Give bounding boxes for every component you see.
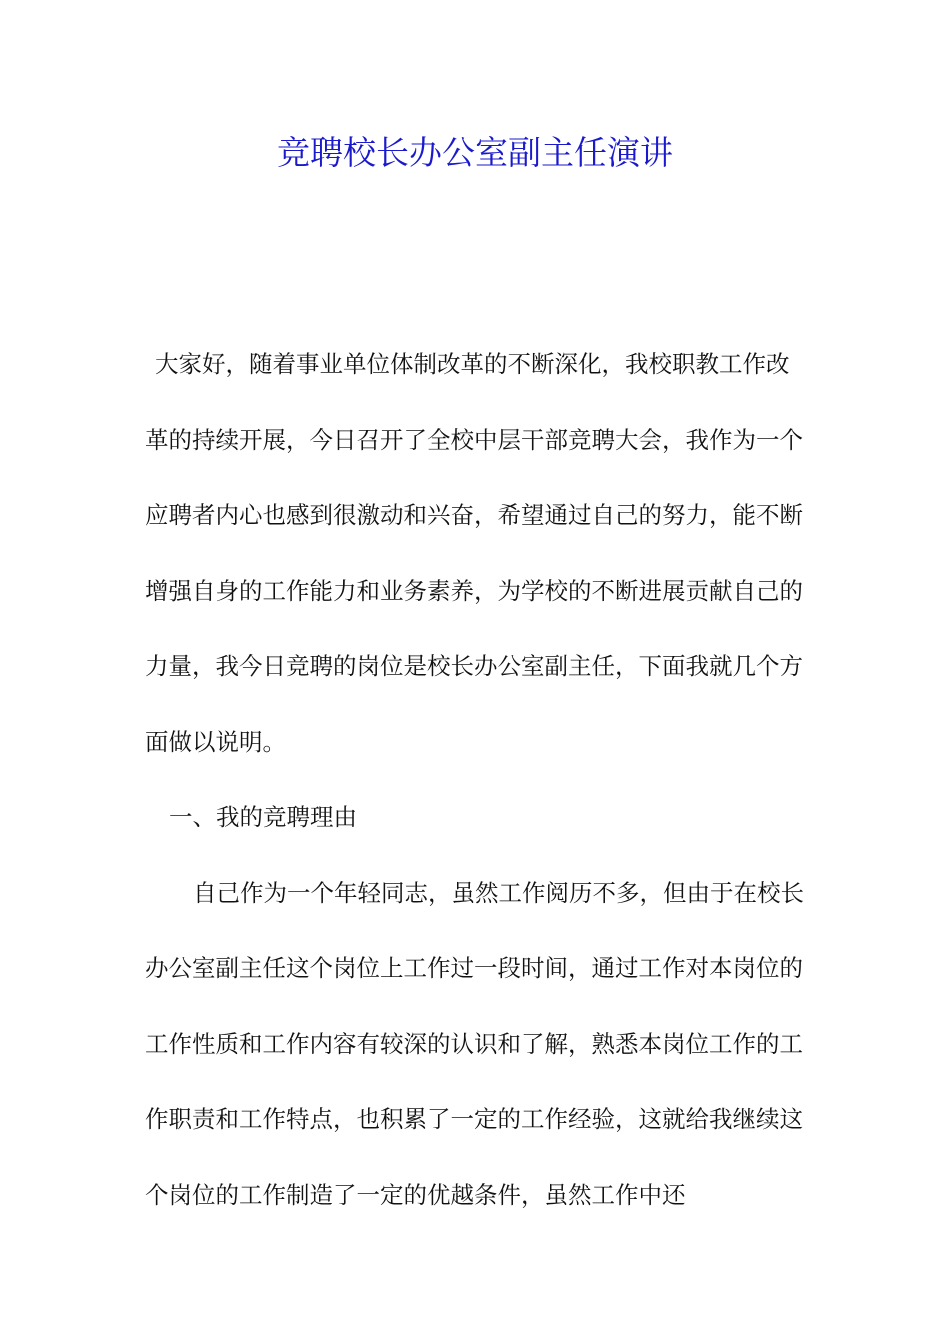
document-title: 竞聘校长办公室副主任演讲 (277, 133, 673, 172)
document-body (145, 327, 810, 1233)
paragraph-reason: 自己作为一个年轻同志，虽然工作阅历不多，但由于在校长办公室副主任这个岗位上工作过一段时间，通过工作对本岗位的工作性质和工作内容有较深的认识和了解，熟悉本岗位工作的工作职责和工作特点，也积累了一定的工作经验，这就给我继续这个岗位的工作制造了一定的优越条件，虽然工作中还 (145, 878, 804, 1209)
section-heading: 一、我的竞聘理由 (169, 803, 357, 831)
paragraph-intro: 大家好，随着事业单位体制改革的不断深化，我校职教工作改革的持续开展，今日召开了全校中层干部竞聘大会，我作为一个应聘者内心也感到很激动和兴奋，希望通过自己的努力，能不断增强自身的工作能力和业务素养，为学校的不断进展贡献自己的力量，我今日竞聘的岗位是校长办公室副主任，下面我就几个方面做以说明。 (145, 350, 803, 756)
